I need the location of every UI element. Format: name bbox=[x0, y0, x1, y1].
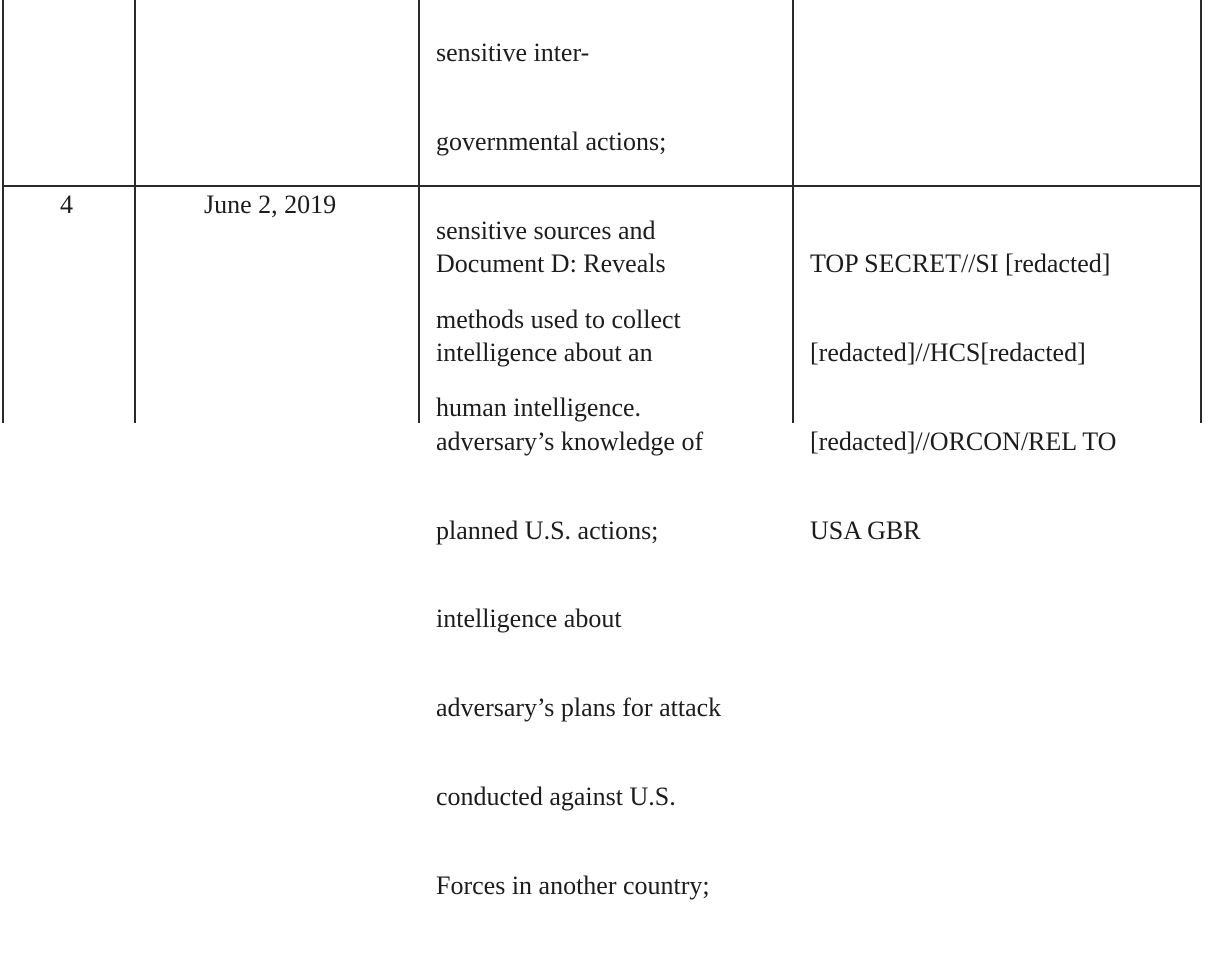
table-column-divider-1 bbox=[134, 0, 136, 423]
description-line: adversary’s plans for attack bbox=[436, 693, 722, 723]
classification-line: [redacted]//ORCON/REL TO bbox=[810, 426, 1117, 456]
row-2-number: 4 bbox=[60, 190, 73, 219]
table-border-left bbox=[2, 0, 4, 423]
description-line: sensitive sources and bbox=[436, 215, 656, 245]
classification-line: USA GBR bbox=[810, 515, 921, 545]
table-column-divider-3 bbox=[792, 0, 794, 423]
description-line: human intelligence. bbox=[436, 393, 642, 423]
description-line: sensitive inter- bbox=[436, 38, 590, 68]
description-line: Forces in another country; bbox=[436, 870, 710, 900]
classification-line: TOP SECRET//SI [redacted] bbox=[810, 249, 1111, 279]
table-border-right bbox=[1200, 0, 1202, 423]
table-column-divider-2 bbox=[418, 0, 420, 423]
description-line: Document D: Reveals bbox=[436, 249, 666, 279]
description-line: planned U.S. actions; bbox=[436, 515, 659, 545]
row-2-description bbox=[436, 190, 721, 959]
description-line: conducted against U.S. bbox=[436, 781, 676, 811]
row-2-date: June 2, 2019 bbox=[204, 190, 337, 219]
description-line: methods used to collect bbox=[436, 304, 681, 334]
description-line: intelligence about bbox=[436, 604, 622, 634]
row-2-classification bbox=[810, 190, 1116, 604]
classification-line: [redacted]//HCS[redacted] bbox=[810, 337, 1086, 367]
description-line: governmental actions; bbox=[436, 126, 667, 156]
description-line: adversary’s knowledge of bbox=[436, 426, 704, 456]
description-line: intelligence about an bbox=[436, 337, 653, 367]
